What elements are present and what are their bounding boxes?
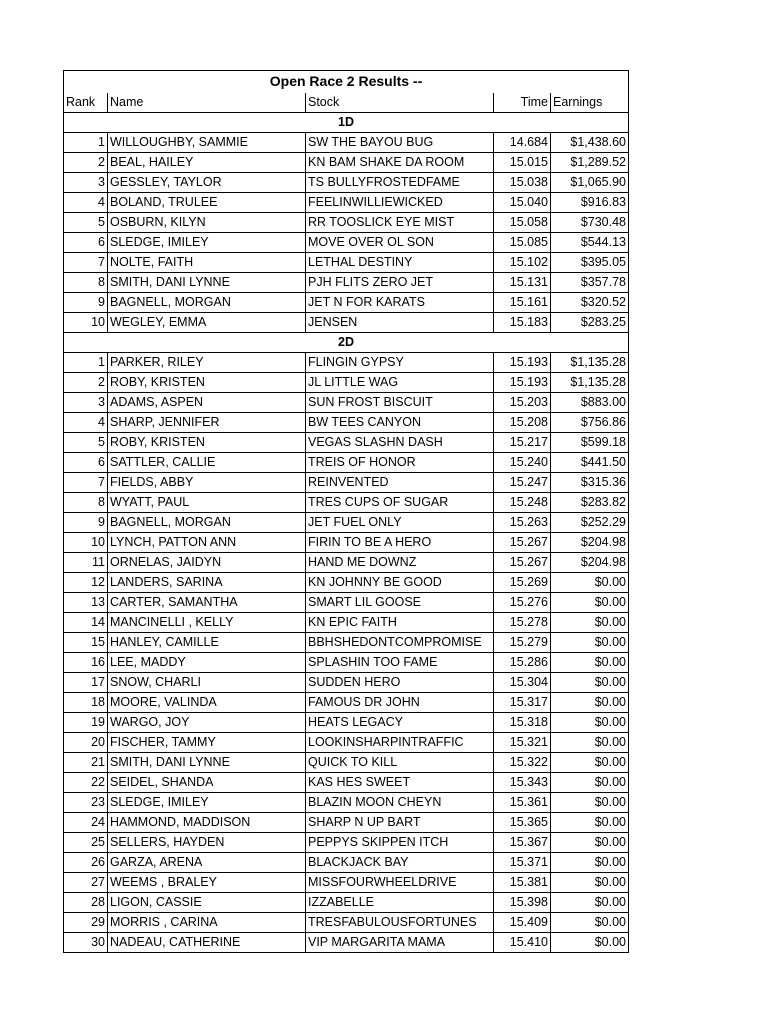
earnings-cell: $0.00 xyxy=(551,912,629,932)
earnings-cell: $0.00 xyxy=(551,692,629,712)
name-cell: NADEAU, CATHERINE xyxy=(108,932,306,952)
name-cell: BAGNELL, MORGAN xyxy=(108,292,306,312)
rank-cell: 1 xyxy=(64,132,108,152)
name-cell: MOORE, VALINDA xyxy=(108,692,306,712)
stock-cell: KAS HES SWEET xyxy=(306,772,494,792)
time-cell: 15.279 xyxy=(494,632,551,652)
rank-cell: 4 xyxy=(64,192,108,212)
stock-cell: KN JOHNNY BE GOOD xyxy=(306,572,494,592)
table-row xyxy=(64,252,629,272)
table-row xyxy=(64,352,629,372)
name-cell: HAMMOND, MADDISON xyxy=(108,812,306,832)
time-cell: 15.409 xyxy=(494,912,551,932)
earnings-cell: $0.00 xyxy=(551,812,629,832)
time-cell: 15.058 xyxy=(494,212,551,232)
time-cell: 15.410 xyxy=(494,932,551,952)
time-cell: 15.040 xyxy=(494,192,551,212)
name-cell: SATTLER, CALLIE xyxy=(108,452,306,472)
rank-cell: 5 xyxy=(64,432,108,452)
table-row xyxy=(64,792,629,812)
table-row xyxy=(64,512,629,532)
stock-cell: SHARP N UP BART xyxy=(306,812,494,832)
time-cell: 15.322 xyxy=(494,752,551,772)
name-cell: BEAL, HAILEY xyxy=(108,152,306,172)
time-cell: 15.247 xyxy=(494,472,551,492)
time-cell: 15.276 xyxy=(494,592,551,612)
division-row xyxy=(64,332,629,352)
earnings-cell: $599.18 xyxy=(551,432,629,452)
rank-cell: 16 xyxy=(64,652,108,672)
table-row xyxy=(64,752,629,772)
earnings-cell: $916.83 xyxy=(551,192,629,212)
rank-cell: 23 xyxy=(64,792,108,812)
table-row xyxy=(64,232,629,252)
rank-cell: 9 xyxy=(64,292,108,312)
earnings-cell: $0.00 xyxy=(551,752,629,772)
rank-cell: 3 xyxy=(64,172,108,192)
earnings-cell: $395.05 xyxy=(551,252,629,272)
rank-cell: 5 xyxy=(64,212,108,232)
earnings-cell: $0.00 xyxy=(551,732,629,752)
earnings-cell: $283.25 xyxy=(551,312,629,332)
table-row xyxy=(64,412,629,432)
stock-cell: FIRIN TO BE A HERO xyxy=(306,532,494,552)
rank-cell: 19 xyxy=(64,712,108,732)
time-cell: 15.286 xyxy=(494,652,551,672)
time-cell: 15.240 xyxy=(494,452,551,472)
earnings-cell: $0.00 xyxy=(551,612,629,632)
rank-cell: 2 xyxy=(64,152,108,172)
name-cell: ROBY, KRISTEN xyxy=(108,372,306,392)
stock-cell: MISSFOURWHEELDRIVE xyxy=(306,872,494,892)
name-cell: FISCHER, TAMMY xyxy=(108,732,306,752)
stock-cell: JET N FOR KARATS xyxy=(306,292,494,312)
table-row xyxy=(64,672,629,692)
time-cell: 15.183 xyxy=(494,312,551,332)
time-cell: 15.367 xyxy=(494,832,551,852)
rank-cell: 14 xyxy=(64,612,108,632)
table-row xyxy=(64,852,629,872)
time-cell: 15.203 xyxy=(494,392,551,412)
rank-cell: 15 xyxy=(64,632,108,652)
division-row xyxy=(64,112,629,132)
stock-cell: TREIS OF HONOR xyxy=(306,452,494,472)
earnings-cell: $0.00 xyxy=(551,852,629,872)
stock-cell: BBHSHEDONTCOMPROMISE xyxy=(306,632,494,652)
stock-cell: REINVENTED xyxy=(306,472,494,492)
table-row xyxy=(64,212,629,232)
name-cell: ROBY, KRISTEN xyxy=(108,432,306,452)
table-row xyxy=(64,172,629,192)
time-cell: 14.684 xyxy=(494,132,551,152)
name-cell: WEGLEY, EMMA xyxy=(108,312,306,332)
earnings-cell: $1,135.28 xyxy=(551,352,629,372)
stock-cell: JL LITTLE WAG xyxy=(306,372,494,392)
stock-cell: SUN FROST BISCUIT xyxy=(306,392,494,412)
earnings-cell: $756.86 xyxy=(551,412,629,432)
earnings-cell: $0.00 xyxy=(551,832,629,852)
name-cell: LYNCH, PATTON ANN xyxy=(108,532,306,552)
table-row xyxy=(64,892,629,912)
table-row xyxy=(64,592,629,612)
rank-cell: 17 xyxy=(64,672,108,692)
earnings-cell: $0.00 xyxy=(551,632,629,652)
table-row xyxy=(64,632,629,652)
name-cell: SLEDGE, IMILEY xyxy=(108,232,306,252)
rank-cell: 18 xyxy=(64,692,108,712)
earnings-cell: $1,438.60 xyxy=(551,132,629,152)
time-cell: 15.267 xyxy=(494,532,551,552)
stock-cell: FLINGIN GYPSY xyxy=(306,352,494,372)
division-label: 1D xyxy=(64,112,629,132)
table-row xyxy=(64,912,629,932)
time-cell: 15.193 xyxy=(494,372,551,392)
header-rank: Rank xyxy=(64,93,108,113)
name-cell: WARGO, JOY xyxy=(108,712,306,732)
table-row xyxy=(64,152,629,172)
earnings-cell: $204.98 xyxy=(551,552,629,572)
name-cell: ORNELAS, JAIDYN xyxy=(108,552,306,572)
name-cell: WILLOUGHBY, SAMMIE xyxy=(108,132,306,152)
stock-cell: LETHAL DESTINY xyxy=(306,252,494,272)
stock-cell: JET FUEL ONLY xyxy=(306,512,494,532)
name-cell: SMITH, DANI LYNNE xyxy=(108,272,306,292)
time-cell: 15.102 xyxy=(494,252,551,272)
table-row xyxy=(64,452,629,472)
rank-cell: 22 xyxy=(64,772,108,792)
earnings-cell: $320.52 xyxy=(551,292,629,312)
earnings-cell: $730.48 xyxy=(551,212,629,232)
time-cell: 15.038 xyxy=(494,172,551,192)
stock-cell: IZZABELLE xyxy=(306,892,494,912)
name-cell: SELLERS, HAYDEN xyxy=(108,832,306,852)
name-cell: SMITH, DANI LYNNE xyxy=(108,752,306,772)
rank-cell: 1 xyxy=(64,352,108,372)
stock-cell: TRESFABULOUSFORTUNES xyxy=(306,912,494,932)
stock-cell: SMART LIL GOOSE xyxy=(306,592,494,612)
time-cell: 15.381 xyxy=(494,872,551,892)
page-title: Open Race 2 Results -- xyxy=(64,71,629,93)
rank-cell: 7 xyxy=(64,472,108,492)
name-cell: MORRIS , CARINA xyxy=(108,912,306,932)
rank-cell: 28 xyxy=(64,892,108,912)
table-row xyxy=(64,832,629,852)
time-cell: 15.193 xyxy=(494,352,551,372)
table-row xyxy=(64,872,629,892)
earnings-cell: $0.00 xyxy=(551,772,629,792)
stock-cell: VIP MARGARITA MAMA xyxy=(306,932,494,952)
table-row xyxy=(64,812,629,832)
rank-cell: 3 xyxy=(64,392,108,412)
table-row xyxy=(64,192,629,212)
stock-cell: VEGAS SLASHN DASH xyxy=(306,432,494,452)
time-cell: 15.208 xyxy=(494,412,551,432)
name-cell: SLEDGE, IMILEY xyxy=(108,792,306,812)
table-row xyxy=(64,772,629,792)
earnings-cell: $0.00 xyxy=(551,872,629,892)
table-row xyxy=(64,392,629,412)
rank-cell: 4 xyxy=(64,412,108,432)
time-cell: 15.131 xyxy=(494,272,551,292)
stock-cell: SW THE BAYOU BUG xyxy=(306,132,494,152)
name-cell: OSBURN, KILYN xyxy=(108,212,306,232)
time-cell: 15.278 xyxy=(494,612,551,632)
time-cell: 15.365 xyxy=(494,812,551,832)
earnings-cell: $1,289.52 xyxy=(551,152,629,172)
name-cell: WYATT, PAUL xyxy=(108,492,306,512)
name-cell: SNOW, CHARLI xyxy=(108,672,306,692)
rank-cell: 9 xyxy=(64,512,108,532)
name-cell: NOLTE, FAITH xyxy=(108,252,306,272)
rank-cell: 27 xyxy=(64,872,108,892)
stock-cell: LOOKINSHARPINTRAFFIC xyxy=(306,732,494,752)
rank-cell: 6 xyxy=(64,232,108,252)
results-table xyxy=(63,70,629,953)
earnings-cell: $0.00 xyxy=(551,572,629,592)
stock-cell: MOVE OVER OL SON xyxy=(306,232,494,252)
header-earnings: Earnings xyxy=(551,93,629,113)
stock-cell: TRES CUPS OF SUGAR xyxy=(306,492,494,512)
time-cell: 15.217 xyxy=(494,432,551,452)
name-cell: GARZA, ARENA xyxy=(108,852,306,872)
stock-cell: PEPPYS SKIPPEN ITCH xyxy=(306,832,494,852)
stock-cell: SUDDEN HERO xyxy=(306,672,494,692)
header-time: Time xyxy=(494,93,551,113)
table-row xyxy=(64,312,629,332)
rank-cell: 13 xyxy=(64,592,108,612)
time-cell: 15.398 xyxy=(494,892,551,912)
table-row xyxy=(64,612,629,632)
name-cell: CARTER, SAMANTHA xyxy=(108,592,306,612)
time-cell: 15.343 xyxy=(494,772,551,792)
earnings-cell: $252.29 xyxy=(551,512,629,532)
rank-cell: 30 xyxy=(64,932,108,952)
table-row xyxy=(64,372,629,392)
name-cell: LIGON, CASSIE xyxy=(108,892,306,912)
name-cell: BAGNELL, MORGAN xyxy=(108,512,306,532)
stock-cell: TS BULLYFROSTEDFAME xyxy=(306,172,494,192)
time-cell: 15.015 xyxy=(494,152,551,172)
table-row xyxy=(64,692,629,712)
table-row xyxy=(64,652,629,672)
name-cell: SEIDEL, SHANDA xyxy=(108,772,306,792)
rank-cell: 10 xyxy=(64,312,108,332)
time-cell: 15.317 xyxy=(494,692,551,712)
time-cell: 15.085 xyxy=(494,232,551,252)
name-cell: LANDERS, SARINA xyxy=(108,572,306,592)
table-row xyxy=(64,572,629,592)
stock-cell: HEATS LEGACY xyxy=(306,712,494,732)
earnings-cell: $883.00 xyxy=(551,392,629,412)
earnings-cell: $441.50 xyxy=(551,452,629,472)
name-cell: SHARP, JENNIFER xyxy=(108,412,306,432)
table-row xyxy=(64,532,629,552)
table-row xyxy=(64,712,629,732)
time-cell: 15.318 xyxy=(494,712,551,732)
stock-cell: RR TOOSLICK EYE MIST xyxy=(306,212,494,232)
earnings-cell: $544.13 xyxy=(551,232,629,252)
name-cell: PARKER, RILEY xyxy=(108,352,306,372)
stock-cell: FEELINWILLIEWICKED xyxy=(306,192,494,212)
name-cell: FIELDS, ABBY xyxy=(108,472,306,492)
name-cell: HANLEY, CAMILLE xyxy=(108,632,306,652)
time-cell: 15.361 xyxy=(494,792,551,812)
earnings-cell: $283.82 xyxy=(551,492,629,512)
earnings-cell: $204.98 xyxy=(551,532,629,552)
name-cell: ADAMS, ASPEN xyxy=(108,392,306,412)
rank-cell: 2 xyxy=(64,372,108,392)
name-cell: LEE, MADDY xyxy=(108,652,306,672)
table-row xyxy=(64,472,629,492)
rank-cell: 8 xyxy=(64,272,108,292)
stock-cell: HAND ME DOWNZ xyxy=(306,552,494,572)
table-row xyxy=(64,432,629,452)
rank-cell: 8 xyxy=(64,492,108,512)
name-cell: GESSLEY, TAYLOR xyxy=(108,172,306,192)
title-row xyxy=(64,71,629,93)
earnings-cell: $0.00 xyxy=(551,792,629,812)
time-cell: 15.321 xyxy=(494,732,551,752)
stock-cell: SPLASHIN TOO FAME xyxy=(306,652,494,672)
stock-cell: KN BAM SHAKE DA ROOM xyxy=(306,152,494,172)
table-row xyxy=(64,292,629,312)
rank-cell: 21 xyxy=(64,752,108,772)
table-row xyxy=(64,932,629,952)
name-cell: MANCINELLI , KELLY xyxy=(108,612,306,632)
rank-cell: 26 xyxy=(64,852,108,872)
time-cell: 15.304 xyxy=(494,672,551,692)
time-cell: 15.248 xyxy=(494,492,551,512)
earnings-cell: $0.00 xyxy=(551,652,629,672)
earnings-cell: $315.36 xyxy=(551,472,629,492)
name-cell: BOLAND, TRULEE xyxy=(108,192,306,212)
time-cell: 15.161 xyxy=(494,292,551,312)
rank-cell: 11 xyxy=(64,552,108,572)
earnings-cell: $357.78 xyxy=(551,272,629,292)
time-cell: 15.269 xyxy=(494,572,551,592)
stock-cell: BLACKJACK BAY xyxy=(306,852,494,872)
rank-cell: 6 xyxy=(64,452,108,472)
rank-cell: 20 xyxy=(64,732,108,752)
rank-cell: 29 xyxy=(64,912,108,932)
earnings-cell: $0.00 xyxy=(551,932,629,952)
stock-cell: PJH FLITS ZERO JET xyxy=(306,272,494,292)
stock-cell: JENSEN xyxy=(306,312,494,332)
name-cell: WEEMS , BRALEY xyxy=(108,872,306,892)
table-row xyxy=(64,552,629,572)
stock-cell: BLAZIN MOON CHEYN xyxy=(306,792,494,812)
earnings-cell: $1,135.28 xyxy=(551,372,629,392)
table-row xyxy=(64,732,629,752)
table-row xyxy=(64,132,629,152)
rank-cell: 10 xyxy=(64,532,108,552)
stock-cell: KN EPIC FAITH xyxy=(306,612,494,632)
time-cell: 15.371 xyxy=(494,852,551,872)
earnings-cell: $0.00 xyxy=(551,672,629,692)
time-cell: 15.263 xyxy=(494,512,551,532)
earnings-cell: $0.00 xyxy=(551,712,629,732)
rank-cell: 25 xyxy=(64,832,108,852)
earnings-cell: $1,065.90 xyxy=(551,172,629,192)
stock-cell: FAMOUS DR JOHN xyxy=(306,692,494,712)
stock-cell: BW TEES CANYON xyxy=(306,412,494,432)
rank-cell: 24 xyxy=(64,812,108,832)
division-label: 2D xyxy=(64,332,629,352)
earnings-cell: $0.00 xyxy=(551,592,629,612)
table-row xyxy=(64,492,629,512)
time-cell: 15.267 xyxy=(494,552,551,572)
header-name: Name xyxy=(108,93,306,113)
rank-cell: 12 xyxy=(64,572,108,592)
rank-cell: 7 xyxy=(64,252,108,272)
header-stock: Stock xyxy=(306,93,494,113)
table-row xyxy=(64,272,629,292)
header-row xyxy=(64,93,629,113)
stock-cell: QUICK TO KILL xyxy=(306,752,494,772)
earnings-cell: $0.00 xyxy=(551,892,629,912)
